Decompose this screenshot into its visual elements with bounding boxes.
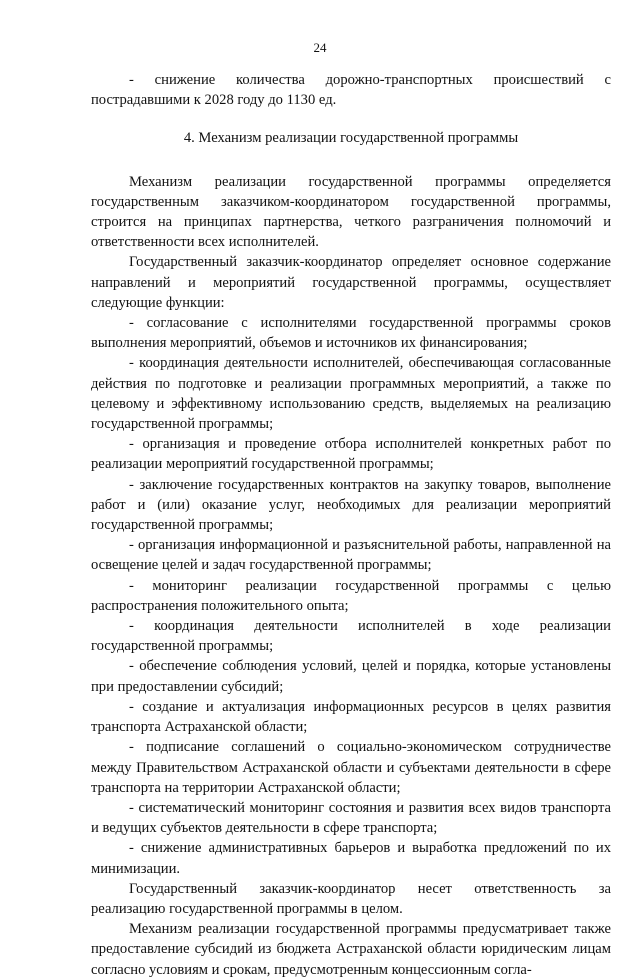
list-item: - подписание соглашений о социально-экономическом сотрудничестве между Правительством Астраханской области и субъектами деятельности в сфере транспорта на территории Астраханской области; [91, 739, 611, 796]
document-body [91, 70, 611, 980]
paragraph: Механизм реализации государственной программы определяется государственным заказчиком-координатором государственной программы, строится на принципах партнерства, четкого разграничения полномочий и ответственности всех исполнителей. [91, 173, 611, 251]
paragraph: Государственный заказчик-координатор определяет основное содержание направлений и мероприятий государственной программы, осуществляет следующие функции: [91, 254, 611, 311]
list-item: - заключение государственных контрактов на закупку товаров, выполнение работ и (или) оказание услуг, необходимых для реализации мероприятий государственной программы; [91, 476, 611, 534]
paragraph: Государственный заказчик-координатор несет ответственность за реализацию государственной программы в целом. [91, 880, 611, 917]
paragraph: - снижение количества дорожно-транспортных происшествий с пострадавшими к 2028 году до 1130 ед. [91, 72, 611, 109]
list-item: - снижение административных барьеров и выработка предложений по их минимизации. [91, 840, 611, 877]
list-item: - координация деятельности исполнителей, обеспечивающая согласованные действия по подготовке и реализации программных мероприятий, а также по целевому и эффективному использованию средств, выделяемых на реализацию государственной программы; [91, 355, 611, 433]
list-item: - систематический мониторинг состояния и развития всех видов транспорта и ведущих субъектов деятельности в сфере транспорта; [91, 799, 611, 837]
list-item: - организация и проведение отбора исполнителей конкретных работ по реализации мероприятий государственной программы; [91, 436, 611, 473]
list-item: - обеспечение соблюдения условий, целей и порядка, которые установлены при предоставлении субсидий; [91, 658, 611, 695]
list-item: - мониторинг реализации государственной программы с целью распространения положительного опыта; [91, 577, 611, 614]
list-item: - организация информационной и разъяснительной работы, направленной на освещение целей и задач государственной программы; [91, 537, 611, 574]
list-item: - согласование с исполнителями государственной программы сроков выполнения мероприятий, объемов и источников их финансирования; [91, 315, 611, 352]
page-number: 24 [313, 40, 327, 55]
list-item: - создание и актуализация информационных ресурсов в целях развития транспорта Астраханской области; [91, 698, 611, 736]
list-item: - координация деятельности исполнителей в ходе реализации государственной программы; [91, 618, 611, 655]
section-heading: 4. Механизм реализации государственной программы [183, 130, 519, 147]
paragraph: Механизм реализации государственной программы предусматривает также предоставление субсидий из бюджета Астраханской области юридическим лицам согласно условиям и срокам, предусмотренным концессионным согла- [91, 921, 611, 978]
